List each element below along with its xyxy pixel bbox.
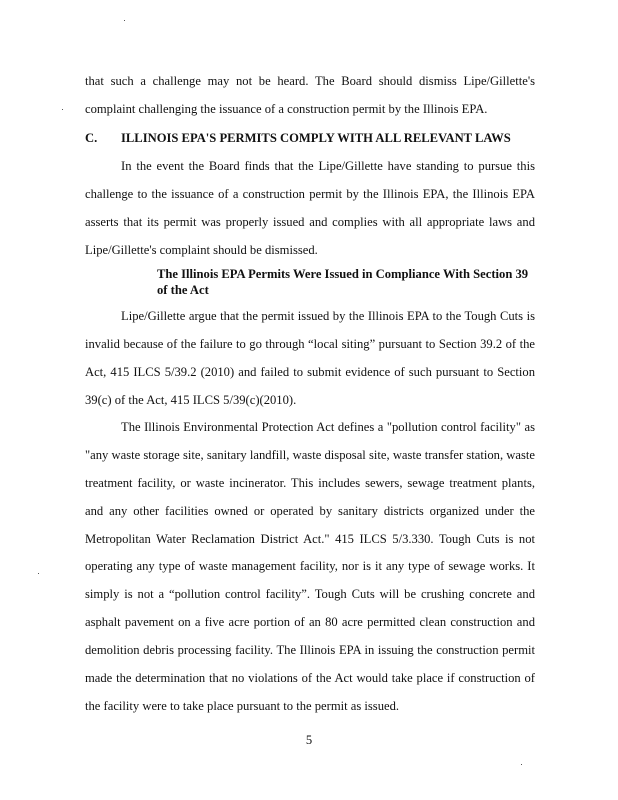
text-line: challenge to the issuance of a construction permit by the Illinois EPA, the Illinois EPA <box>85 187 535 201</box>
text-line: and any other facilities owned or operated by sanitary districts organized under the <box>85 504 535 518</box>
section-title: ILLINOIS EPA'S PERMITS COMPLY WITH ALL RELEVANT LAWS <box>121 131 511 145</box>
section-label: C. <box>85 131 98 145</box>
text-line: "any waste storage site, sanitary landfill, waste disposal site, waste transfer station, waste <box>85 448 535 462</box>
text-line: asserts that its permit was properly issued and complies with all appropriate laws and <box>85 215 535 229</box>
text-line: operating any type of waste management facility, nor is it any type of sewage works. It <box>85 559 535 573</box>
text-line: Metropolitan Water Reclamation District Act." 415 ILCS 5/3.330. Tough Cuts is not <box>85 532 535 546</box>
section-heading <box>85 131 511 146</box>
text-line: 39(c) of the Act, 415 ILCS 5/39(c)(2010). <box>85 393 297 407</box>
text-line: demolition debris processing facility. The Illinois EPA in issuing the construction permit <box>85 643 535 657</box>
text-line: made the determination that no violations of the Act would take place if construction of <box>85 671 535 685</box>
text-line: complaint challenging the issuance of a construction permit by the Illinois EPA. <box>85 102 488 116</box>
text-line: Lipe/Gillette argue that the permit issued by the Illinois EPA to the Tough Cuts is <box>121 309 535 323</box>
text-line: simply is not a “pollution control facility”. Tough Cuts will be crushing concrete and <box>85 587 535 601</box>
text-line: asphalt pavement on a five acre portion of an 80 acre permitted clean construction and <box>85 615 535 629</box>
scan-speck <box>521 764 522 765</box>
text-line: In the event the Board finds that the Lipe/Gillette have standing to pursue this <box>121 159 535 173</box>
text-line: treatment facility, or waste incinerator. This includes sewers, sewage treatment plants, <box>85 476 535 490</box>
scan-speck <box>38 573 39 574</box>
scan-speck <box>62 109 63 110</box>
text-line: Lipe/Gillette's complaint should be dismissed. <box>85 243 318 257</box>
text-line: the facility were to take place pursuant to the permit as issued. <box>85 699 400 713</box>
subheading: The Illinois EPA Permits Were Issued in Compliance With Section 39 of the Act <box>157 267 529 297</box>
scan-speck <box>124 20 125 21</box>
text-line: Act, 415 ILCS 5/39.2 (2010) and failed to submit evidence of such pursuant to Section <box>85 365 535 379</box>
text-line: The Illinois Environmental Protection Act defines a "pollution control facility" as <box>121 420 535 434</box>
page-number: 5 <box>305 733 313 747</box>
text-line: invalid because of the failure to go through “local siting” pursuant to Section 39.2 of the <box>85 337 535 351</box>
text-line: that such a challenge may not be heard. The Board should dismiss Lipe/Gillette's <box>85 74 535 88</box>
